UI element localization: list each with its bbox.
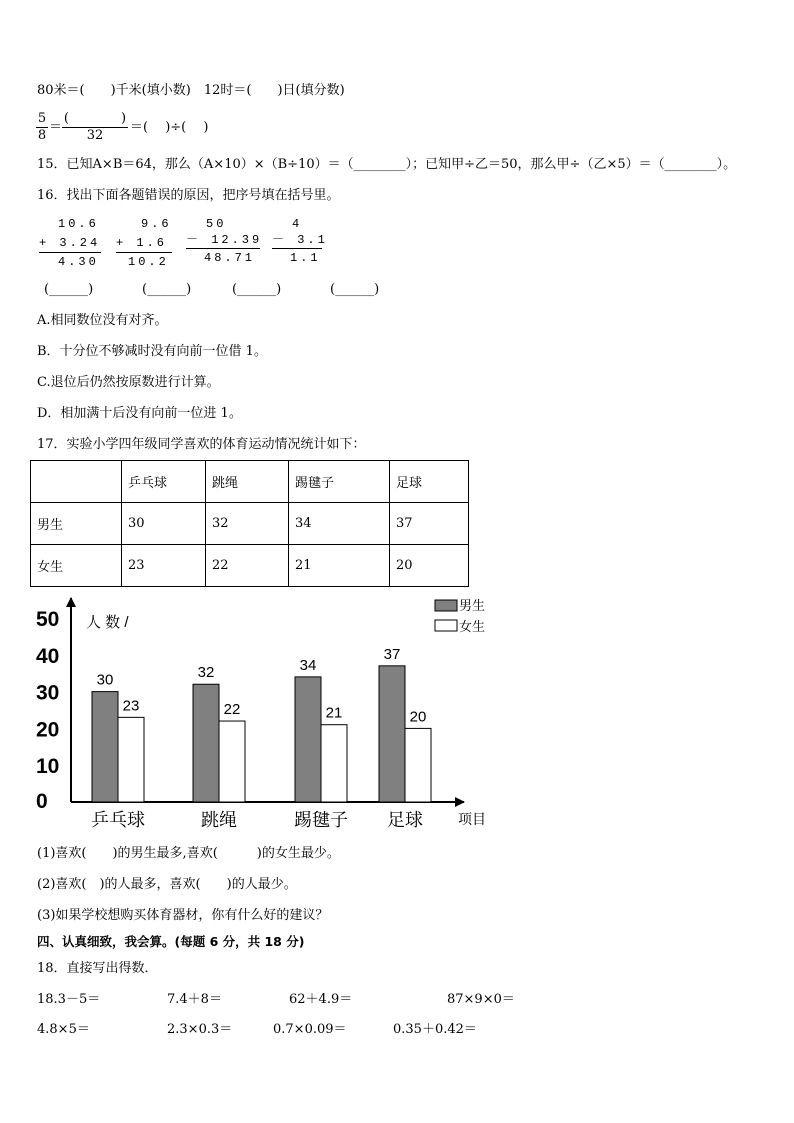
calc-line <box>272 248 322 249</box>
table-cell: 男生 <box>31 503 122 545</box>
x-tick-label: 踢毽子 <box>294 810 348 830</box>
y-tick-label: 40 <box>36 644 60 668</box>
y-tick-label: 50 <box>36 608 60 631</box>
sports-stats-table <box>30 460 469 587</box>
fraction-numerator: 5 <box>37 111 47 126</box>
bar-value-label: 22 <box>223 701 241 719</box>
calc-line <box>186 248 260 249</box>
bar-value-label: 37 <box>383 645 401 663</box>
fraction-denominator: 8 <box>37 128 47 143</box>
calc-item: 62＋4.9＝ <box>289 992 353 1007</box>
table-cell <box>31 461 122 503</box>
y-tick-label: 30 <box>36 681 60 705</box>
legend-label-boys: 男生 <box>459 598 486 613</box>
bar <box>219 721 245 802</box>
option-b: B．十分位不够减时没有向前一位借 1。 <box>37 344 267 359</box>
q14-fraction-left <box>36 112 48 143</box>
answer-blank-3[interactable]: (______) <box>232 282 282 297</box>
chart-legend <box>435 598 485 634</box>
legend-swatch-girls <box>435 620 457 631</box>
question-17-title: 17．实验小学四年级同学喜欢的体育运动情况统计如下： <box>37 437 366 452</box>
table-cell: 跳绳 <box>206 461 289 503</box>
answer-blank-1[interactable]: (______) <box>44 282 94 297</box>
table-cell: 32 <box>206 503 289 545</box>
question-18-title: 18．直接写出得数． <box>37 961 158 976</box>
q14-tail: ＝( )÷( ) <box>130 120 209 135</box>
option-a: A.相同数位没有对齐。 <box>37 313 168 328</box>
x-tick-label: 乒乓球 <box>91 810 145 830</box>
calc-item: 18.3－5＝ <box>37 992 101 1007</box>
bar <box>193 684 219 802</box>
bar <box>321 725 347 802</box>
calc-line <box>39 252 101 253</box>
option-d: D．相加满十后没有向前一位进 1。 <box>37 406 242 421</box>
bar-value-label: 23 <box>122 697 140 715</box>
y-tick-label: 10 <box>36 755 60 779</box>
question-17-3: (3)如果学校想购买体育器材，你有什么好的建议？ <box>37 908 329 923</box>
table-cell: 22 <box>206 545 289 587</box>
calc-item: 7.4＋8＝ <box>167 992 222 1007</box>
legend-swatch-boys <box>435 600 457 611</box>
table-cell: 女生 <box>31 545 122 587</box>
y-axis-label: 人 数 / <box>86 614 129 631</box>
option-c: C.退位后仍然按原数进行计算。 <box>37 375 220 390</box>
question-17-2: (2)喜欢( )的人最多，喜欢( )的人最少。 <box>37 877 297 892</box>
q14-equals: ＝ <box>49 120 63 135</box>
table-cell: 足球 <box>390 461 469 503</box>
table-cell: 踢毽子 <box>289 461 390 503</box>
y-tick-label: 20 <box>36 718 60 742</box>
calc-line <box>116 252 172 253</box>
q14-line1: 80米＝( )千米(填小数) 12时＝( )日(填分数) <box>37 83 345 98</box>
calc-item: 0.7×0.09＝ <box>273 1022 347 1037</box>
q14-fraction-mid <box>62 112 128 143</box>
table-row <box>31 503 469 545</box>
x-axis-label: 项目 <box>458 811 486 827</box>
table-cell: 21 <box>289 545 390 587</box>
bar-value-label: 34 <box>299 656 317 674</box>
table-cell: 23 <box>122 545 206 587</box>
calc-item: 87×9×0＝ <box>447 992 515 1007</box>
table-cell: 乒乓球 <box>122 461 206 503</box>
calc-item: 0.35＋0.42＝ <box>393 1022 477 1037</box>
table-cell: 37 <box>390 503 469 545</box>
bar-value-label: 20 <box>409 708 427 726</box>
table-cell: 30 <box>122 503 206 545</box>
answer-blank-4[interactable]: (______) <box>330 282 380 297</box>
question-15: 15．已知A×B＝64，那么（A×10）×（B÷10）＝（________）；已知甲÷乙＝50，那么甲÷（乙×5）＝（________）。 <box>37 157 737 172</box>
bar-chart <box>28 594 498 834</box>
question-17-1: (1)喜欢( )的男生最多,喜欢( )的女生最少。 <box>37 846 340 861</box>
bar-value-label: 21 <box>325 704 343 722</box>
y-tick-label: 0 <box>36 790 48 813</box>
table-cell: 20 <box>390 545 469 587</box>
question-16-title: 16．找出下面各题错误的原因，把序号填在括号里。 <box>37 188 340 203</box>
bar <box>379 666 405 802</box>
table-header-row <box>31 461 469 503</box>
bar <box>295 677 321 802</box>
bar-value-label: 32 <box>197 664 215 682</box>
bar <box>92 692 118 802</box>
table-row <box>31 545 469 587</box>
legend-label-girls: 女生 <box>459 619 486 634</box>
x-tick-label: 足球 <box>387 810 423 830</box>
calc-item: 2.3×0.3＝ <box>167 1022 233 1037</box>
bar <box>405 728 431 802</box>
x-tick-label: 跳绳 <box>201 810 237 830</box>
answer-blank-2[interactable]: (______) <box>142 282 192 297</box>
fraction-denominator: 32 <box>86 128 104 143</box>
bar <box>118 717 144 802</box>
bar-value-label: 30 <box>96 671 114 689</box>
calc-item: 4.8×5＝ <box>37 1022 90 1037</box>
table-cell: 34 <box>289 503 390 545</box>
fraction-numerator: ( ) <box>63 111 127 126</box>
section-4-heading: 四、认真细致，我会算。(每题 6 分，共 18 分) <box>37 934 305 949</box>
